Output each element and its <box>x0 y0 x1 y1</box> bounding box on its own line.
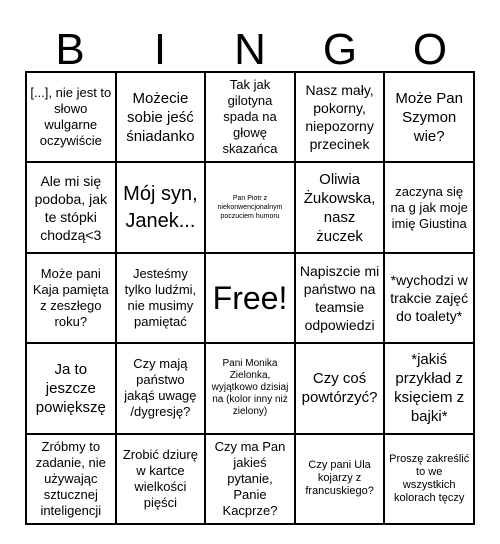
cell-text: Może pani Kaja pamięta z zeszłego roku? <box>32 265 109 329</box>
cell-text: Tak jak gilotyna spada na głowę skazańca <box>222 77 278 157</box>
bingo-cell[interactable] <box>26 434 116 524</box>
cell-text: Jesteśmy tylko ludźmi, nie musimy pamiętać <box>124 265 197 329</box>
cell-text: Może Pan Szymon wie? <box>395 89 463 145</box>
bingo-cell[interactable] <box>295 72 385 162</box>
bingo-cell[interactable] <box>384 434 474 524</box>
cell-text: Pani Monika Zielonka, wyjątkowo dzisiaj na (kolor inny niż zielony) <box>211 358 289 418</box>
header-letter-i: I <box>153 25 167 74</box>
header-letter-n: N <box>234 25 266 74</box>
cell-text: Możecie sobie jeść śniadanko <box>126 89 195 145</box>
bingo-cell[interactable] <box>295 434 385 524</box>
cell-text: Zrobić dziurę w kartce wielkości pięści <box>122 446 198 510</box>
cell-text: *jakiś przykład z księciem z bajki* <box>394 351 465 426</box>
free-text: Free! <box>212 279 288 316</box>
cell-text: Czy coś powtórzyć? <box>301 370 378 407</box>
cell-text: *wychodzi w trakcie zajęć do toalety* <box>390 271 469 324</box>
bingo-cell[interactable] <box>295 162 385 252</box>
cell-text: Czy pani Ula kojarzy z francuskiego? <box>305 459 374 498</box>
cell-text: Czy ma Pan jakieś pytanie, Panie Kacprze? <box>214 438 286 518</box>
bingo-cell[interactable] <box>26 253 116 343</box>
bingo-cell[interactable] <box>295 343 385 433</box>
cell-text: Oliwia Żukowska, nasz żuczek <box>303 170 376 245</box>
bingo-cell[interactable] <box>116 343 206 433</box>
bingo-cell[interactable] <box>116 434 206 524</box>
bingo-cell[interactable] <box>205 162 295 252</box>
cell-text: Czy mają państwo jakąś uwagę /dygresję? <box>124 356 197 420</box>
bingo-cell[interactable] <box>384 72 474 162</box>
bingo-cell[interactable] <box>205 434 295 524</box>
bingo-cell[interactable] <box>384 253 474 343</box>
bingo-cell[interactable] <box>26 343 116 433</box>
cell-text: Mój syn, Janek... <box>123 182 198 232</box>
bingo-board <box>25 71 475 525</box>
bingo-cell[interactable] <box>116 72 206 162</box>
cell-text: Ja to jeszcze powiększę <box>35 360 106 416</box>
cell-text: Napiszcie mi państwo na teamsie odpowiedzi <box>299 262 380 333</box>
bingo-header <box>25 20 475 74</box>
bingo-cell[interactable] <box>26 162 116 252</box>
cell-text: Pan Piotr z niekonwencjonalnym poczuciem humoru <box>217 195 283 221</box>
header-letter-o: O <box>412 25 448 74</box>
cell-text: Ale mi się podoba, jak te stópki chodzą<3 <box>34 172 107 243</box>
bingo-cell[interactable] <box>384 343 474 433</box>
header-letter-b: B <box>55 25 85 74</box>
cell-text: Zróbmy to zadanie, nie używając sztucznej inteligencji <box>35 438 106 518</box>
bingo-cell[interactable] <box>205 72 295 162</box>
header-letter-g: G <box>322 25 358 74</box>
bingo-cell[interactable] <box>205 343 295 433</box>
bingo-cell[interactable] <box>384 162 474 252</box>
bingo-cell[interactable] <box>116 162 206 252</box>
cell-text: zaczyna się na g jak moje imię Giustina <box>390 183 468 231</box>
cell-text: Nasz mały, pokorny, niepozorny przecinek <box>305 82 374 153</box>
bingo-cell[interactable] <box>116 253 206 343</box>
bingo-cell[interactable] <box>26 72 116 162</box>
cell-text: [...], nie jest to słowo wulgarne oczywiście <box>30 85 112 149</box>
bingo-cell[interactable] <box>295 253 385 343</box>
free-cell[interactable] <box>205 253 295 343</box>
cell-text: Proszę zakreślić to we wszystkich kolorach tęczy <box>389 452 470 504</box>
